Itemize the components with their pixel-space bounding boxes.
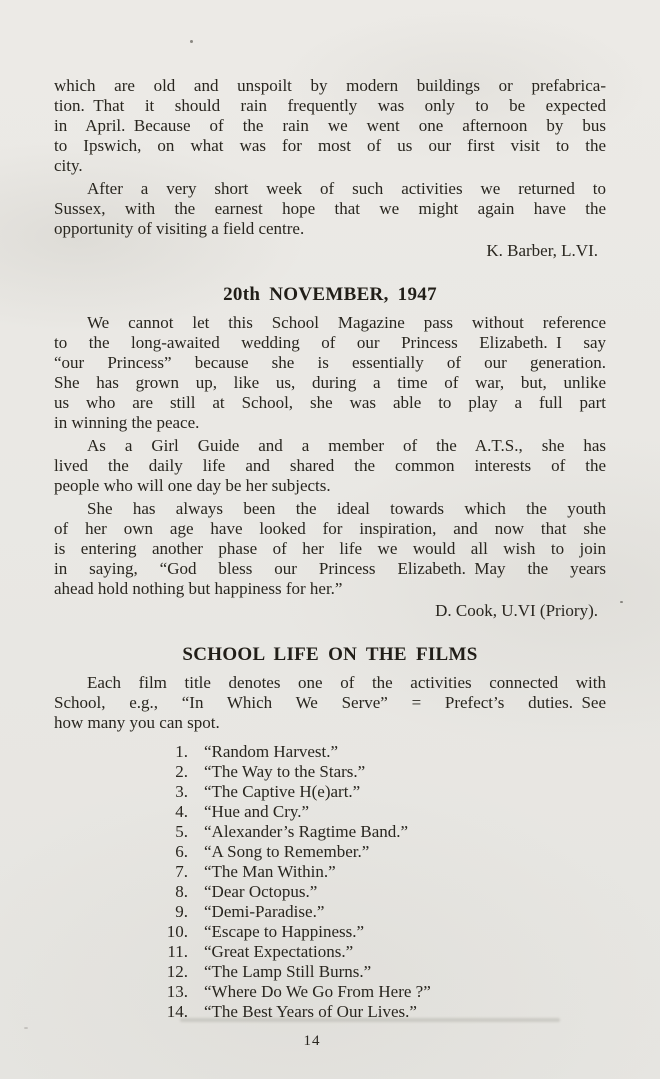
paragraph — [54, 179, 606, 239]
text-line: in April. Because of the rain we went one afternoon by bus — [54, 116, 606, 135]
section-20th-november-1947 — [54, 284, 606, 621]
text-line: lived the daily life and shared the common interests of the — [54, 456, 606, 475]
sections-container — [54, 76, 606, 1022]
text-line: which are old and unspoilt by modern buildings or prefabrica- — [54, 76, 606, 95]
film-title: “The Way to the Stars.” — [204, 762, 366, 781]
film-number: 7. — [175, 862, 188, 881]
scan-speck — [24, 1027, 28, 1029]
text-line: We cannot let this School Magazine pass without reference — [87, 313, 606, 332]
scan-speck — [190, 40, 193, 43]
text-line: in winning the peace. — [54, 413, 200, 432]
film-list — [54, 742, 606, 1022]
text-line: of her own age have looked for inspiration, and now that she — [54, 519, 606, 538]
film-list-item — [54, 1002, 606, 1022]
paragraph — [54, 313, 606, 433]
film-title: “The Best Years of Our Lives.” — [204, 1002, 417, 1021]
text-line: tion. That it should rain frequently was only to be expected — [54, 96, 606, 115]
film-title: “Random Harvest.” — [204, 742, 339, 761]
film-title: “Escape to Happiness.” — [204, 922, 365, 941]
section-field-centre-conclusion — [54, 76, 606, 261]
film-number: 13. — [166, 982, 188, 1001]
text-line: is entering another phase of her life we would all wish to join — [54, 539, 606, 558]
paragraph — [54, 76, 606, 176]
paragraph — [54, 673, 606, 733]
text-line: opportunity of visiting a field centre. — [54, 219, 305, 238]
section-school-life-on-the-films — [54, 644, 606, 1022]
film-title: “Dear Octopus.” — [204, 882, 318, 901]
film-number: 2. — [175, 762, 188, 781]
page-content — [54, 76, 606, 1050]
paragraph — [54, 499, 606, 599]
film-number: 6. — [175, 842, 188, 861]
film-list-item — [54, 802, 606, 822]
film-list-item — [54, 742, 606, 762]
scan-speck — [620, 601, 623, 603]
film-number: 11. — [167, 942, 188, 961]
film-title: “Where Do We Go From Here ?” — [204, 982, 431, 1001]
film-title: “The Man Within.” — [204, 862, 336, 881]
section-heading: SCHOOL LIFE ON THE FILMS — [182, 644, 478, 665]
section-heading: 20th NOVEMBER, 1947 — [223, 284, 437, 305]
film-title: “Demi-Paradise.” — [204, 902, 325, 921]
film-list-item — [54, 902, 606, 922]
film-title: “Great Expectations.” — [204, 942, 354, 961]
text-line: city. — [54, 156, 83, 175]
text-line: She has grown up, like us, during a time of war, but, unlike — [54, 373, 606, 392]
film-number: 1. — [175, 742, 188, 761]
text-line: how many you can spot. — [54, 713, 220, 732]
film-number: 5. — [175, 822, 188, 841]
film-list-item — [54, 862, 606, 882]
text-line: ahead hold nothing but happiness for her.” — [54, 579, 343, 598]
text-line: people who will one day be her subjects. — [54, 476, 331, 495]
author-signature: K. Barber, L.VI. — [486, 241, 598, 260]
text-line: She has always been the ideal towards which the youth — [87, 499, 606, 518]
text-line: Each film title denotes one of the activities connected with — [87, 673, 606, 692]
text-line: us who are still at School, she was able to play a full part — [54, 393, 606, 412]
text-line: Sussex, with the earnest hope that we might again have the — [54, 199, 606, 218]
film-list-item — [54, 782, 606, 802]
film-number: 10. — [166, 922, 188, 941]
text-line: in saying, “God bless our Princess Elizabeth. May the years — [54, 559, 606, 578]
film-number: 9. — [175, 902, 188, 921]
film-title: “The Captive H(e)art.” — [204, 782, 361, 801]
film-title: “Hue and Cry.” — [204, 802, 310, 821]
film-number: 8. — [175, 882, 188, 901]
text-line: School, e.g., “In Which We Serve” = Prefect’s duties. See — [54, 693, 606, 712]
film-list-item — [54, 822, 606, 842]
author-signature: D. Cook, U.VI (Priory). — [435, 601, 598, 620]
film-list-item — [54, 962, 606, 982]
text-line: to Ipswich, on what was for most of us our first visit to the — [54, 136, 606, 155]
film-number: 12. — [166, 962, 188, 981]
film-list-item — [54, 942, 606, 962]
film-list-item — [54, 922, 606, 942]
page-number: 14 — [303, 1033, 321, 1049]
text-line: After a very short week of such activities we returned to — [87, 179, 606, 198]
paragraph — [54, 436, 606, 496]
film-title: “A Song to Remember.” — [204, 842, 370, 861]
film-list-item — [54, 842, 606, 862]
film-list-item — [54, 982, 606, 1002]
film-title: “Alexander’s Ragtime Band.” — [204, 822, 409, 841]
film-number: 4. — [175, 802, 188, 821]
film-number: 14. — [166, 1002, 188, 1021]
film-number: 3. — [175, 782, 188, 801]
film-list-item — [54, 882, 606, 902]
text-line: to the long-awaited wedding of our Princess Elizabeth. I say — [54, 333, 606, 352]
film-title: “The Lamp Still Burns.” — [204, 962, 372, 981]
text-line: “our Princess” because she is essentially of our generation. — [54, 353, 606, 372]
film-list-item — [54, 762, 606, 782]
text-line: As a Girl Guide and a member of the A.T.S., she has — [87, 436, 606, 455]
